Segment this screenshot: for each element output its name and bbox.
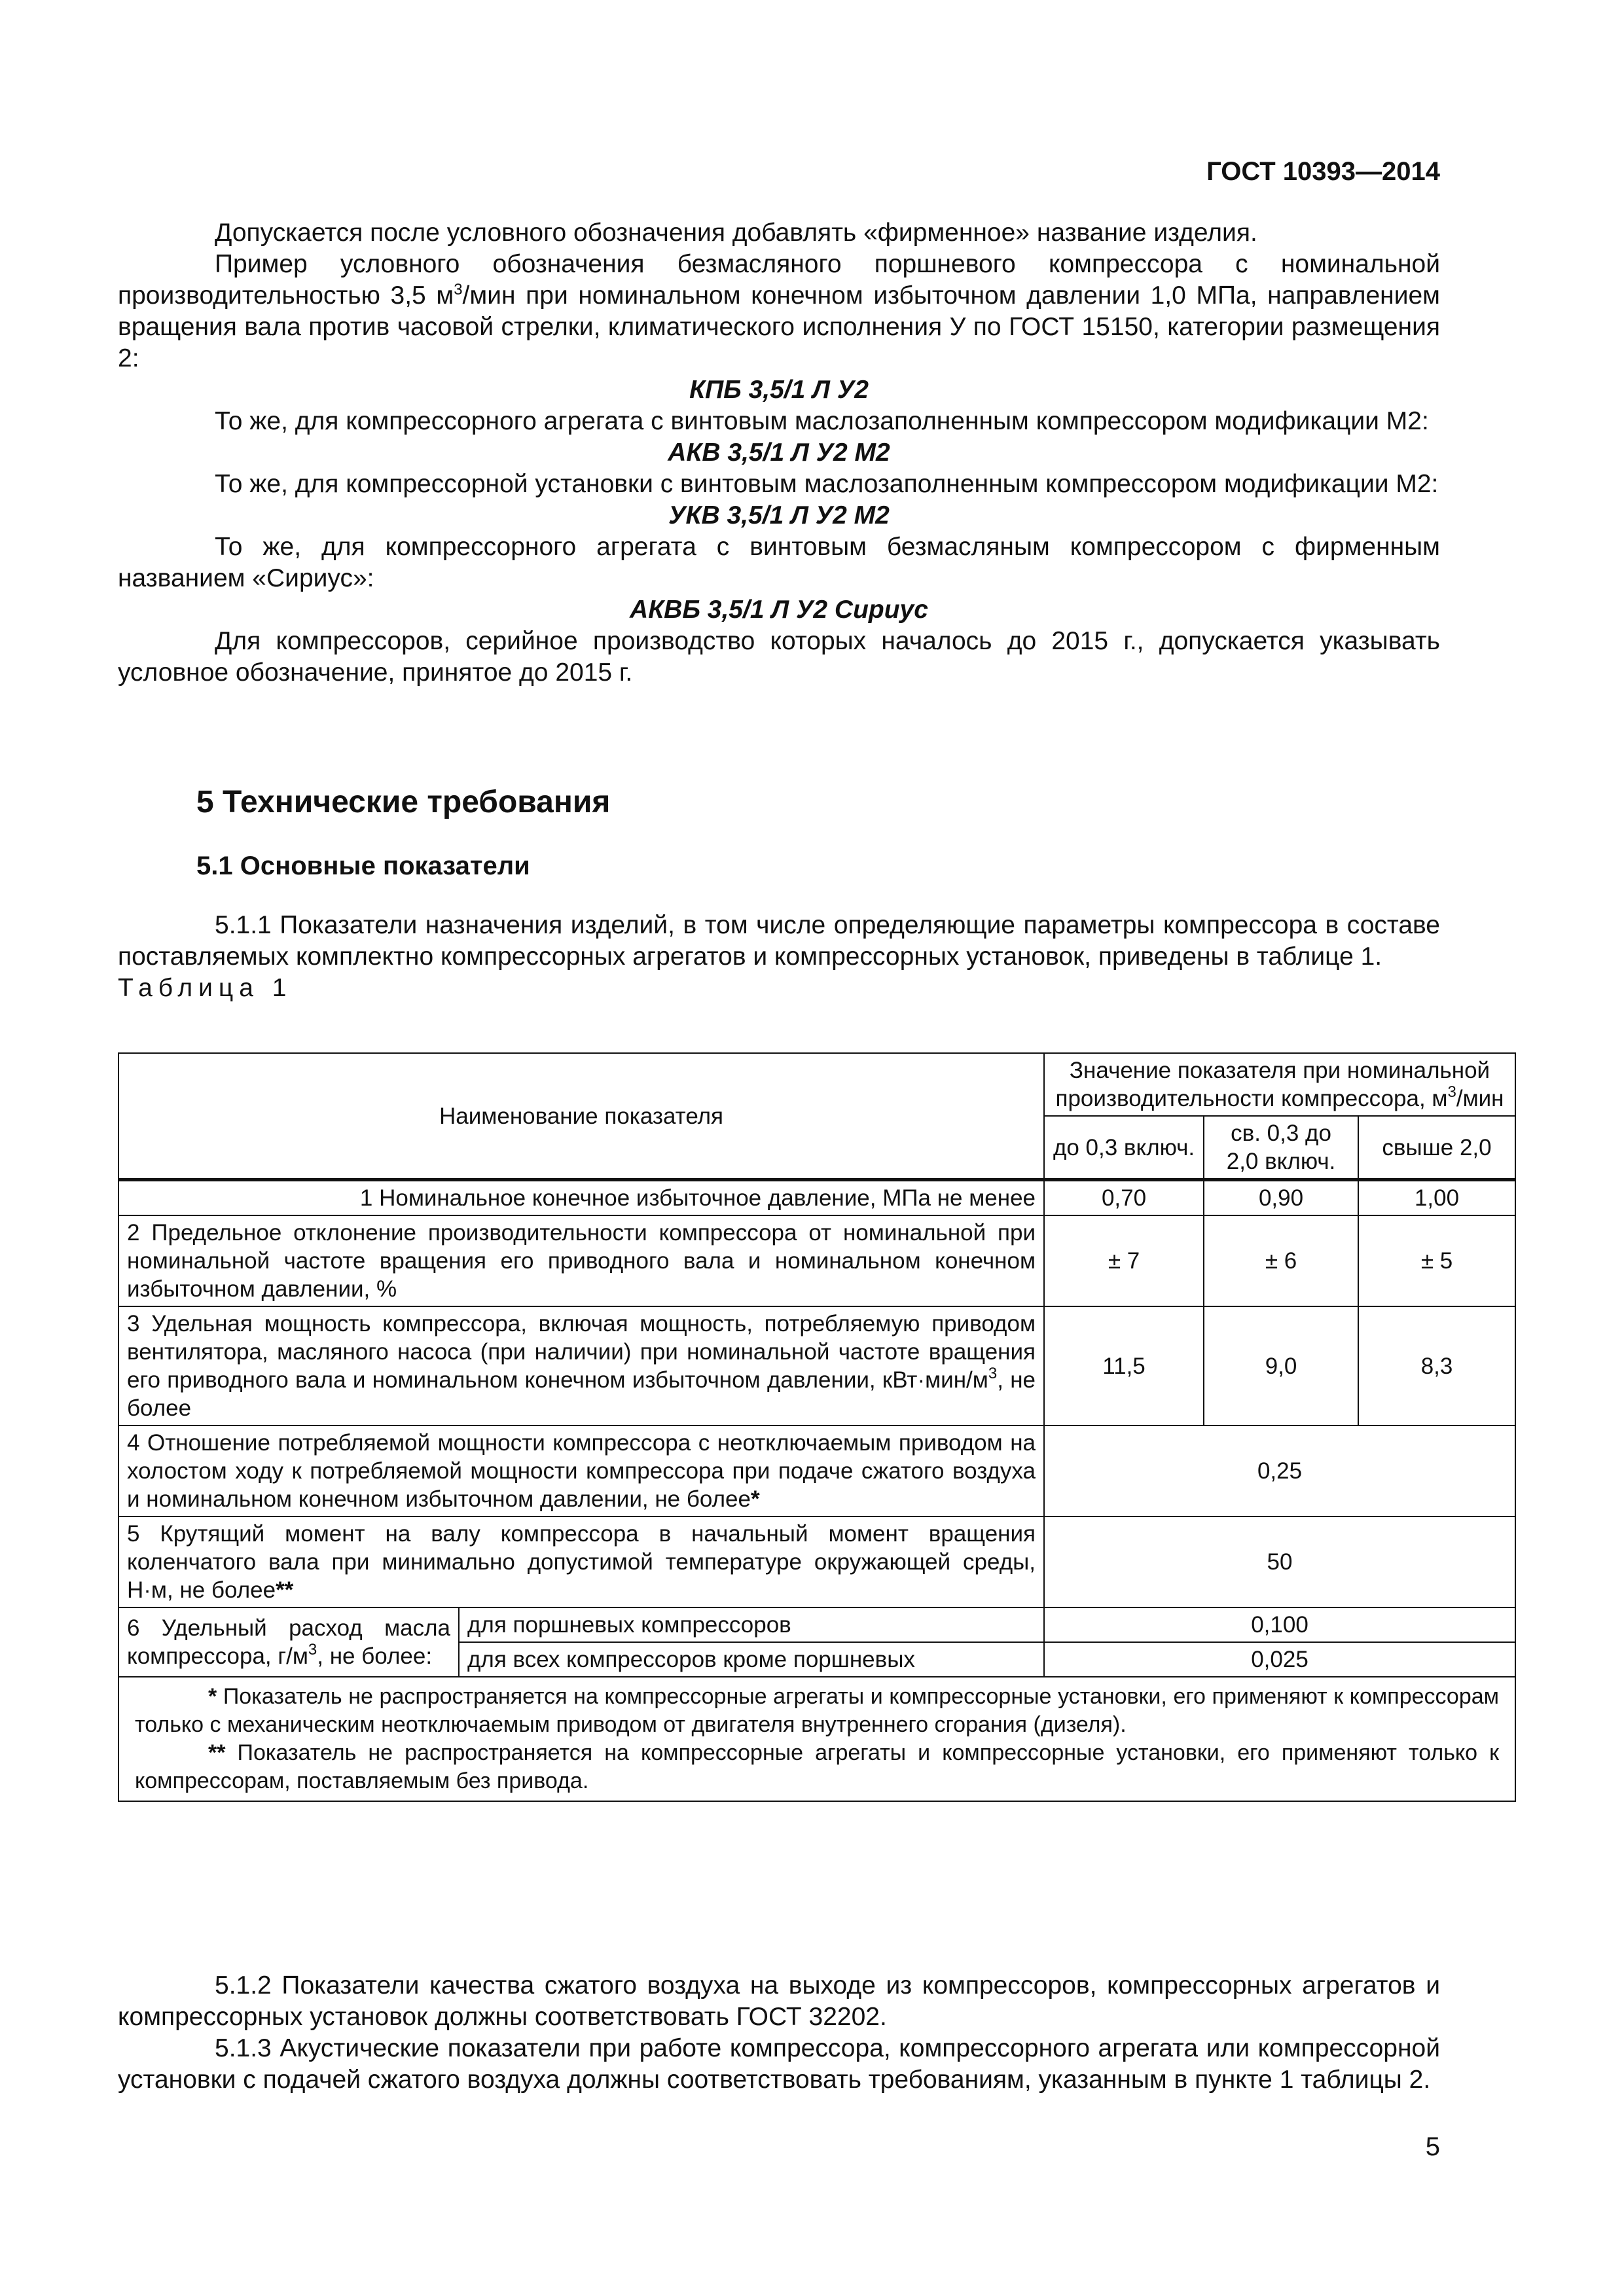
header-col-0-3-to-2-0: св. 0,3 до 2,0 включ. — [1204, 1116, 1358, 1180]
row-4-name — [118, 1426, 1044, 1516]
header-value-sup: 3 — [1447, 1083, 1456, 1101]
intro-p2-text-b: /мин при номинальном конечном избыточном давлении 1,0 МПа, направлением вращения вала против часовой стрелки, климатического исполнения У по ГОСТ 15150, категории размещения 2: — [118, 281, 1440, 372]
header-value-text-b: /мин — [1456, 1086, 1504, 1111]
row-6-name-text-a: 6 Удельный расход масла компрессора, г/м — [127, 1615, 450, 1669]
table-row — [118, 1306, 1515, 1426]
table-1 — [118, 1052, 1516, 1802]
subsection-heading-block — [118, 850, 1440, 882]
header-col-up-to-0-3: до 0,3 включ. — [1044, 1116, 1204, 1180]
table-row — [118, 1516, 1515, 1607]
closing-paragraphs — [118, 1970, 1440, 2096]
header-col-over-2-0: свыше 2,0 — [1358, 1116, 1515, 1180]
note-2-text: Показатель не распространяется на компрессорные агрегаты и компрессорные установки, его применяют только к компрессорам, поставляемым без привода. — [135, 1740, 1500, 1793]
note-2-mark: ** — [208, 1740, 226, 1765]
paragraph-5-1-2: 5.1.2 Показатели качества сжатого воздуха на выходе из компрессоров, компрессорных агрегатов и компрессорных установок должны соответствовать ГОСТ 32202. — [118, 1971, 1440, 2031]
table-row — [118, 1426, 1515, 1516]
section-heading-block — [118, 783, 1440, 822]
row-5-name — [118, 1516, 1044, 1607]
row-6-value-2: 0,025 — [1044, 1642, 1515, 1677]
row-3-name-text-b: , не более — [127, 1367, 1036, 1421]
document-page — [118, 0, 1504, 2296]
table-caption: Таблица 1 — [118, 974, 293, 1002]
table-notes — [118, 1677, 1515, 1801]
table-row — [118, 1180, 1515, 1216]
intro-p2-sup: 3 — [454, 281, 463, 298]
paragraph-5-1-1: 5.1.1 Показатели назначения изделий, в том числе определяющие параметры компрессора в составе поставляемых комплектно компрессорных агрегатов и компрессорных установок, приведены в таблице 1. — [118, 911, 1440, 971]
header-indicator-name: Наименование показателя — [118, 1053, 1044, 1180]
paragraph-511-block — [118, 910, 1440, 1004]
page-number: 5 — [1425, 2132, 1440, 2161]
table-note-2 — [135, 1739, 1499, 1795]
row-1-value-2: 0,90 — [1204, 1180, 1358, 1216]
row-6-subitem-1: для поршневых компрессоров — [459, 1607, 1044, 1642]
row-2-name: 2 Предельное отклонение производительности компрессора от номинальной при номинальной частоте вращения его приводного вала и номинальном конечном избыточном давлении, % — [118, 1215, 1044, 1306]
intro-block — [118, 217, 1440, 689]
row-3-value-3: 8,3 — [1358, 1306, 1515, 1426]
row-1-name: 1 Номинальное конечное избыточное давление, МПа не менее — [118, 1180, 1044, 1216]
row-3-name-sup: 3 — [988, 1365, 998, 1382]
row-2-value-1: ± 7 — [1044, 1215, 1204, 1306]
row-5-name-text: 5 Крутящий момент на валу компрессора в начальный момент вращения коленчатого вала при минимально допустимой температуре окружающей среды, Н·м, не более — [127, 1521, 1036, 1603]
row-2-value-3: ± 5 — [1358, 1215, 1515, 1306]
section-title: 5 Технические требования — [196, 785, 611, 819]
row-6-name-sup: 3 — [308, 1641, 317, 1659]
note-1-mark: * — [208, 1684, 217, 1709]
intro-paragraph-1: Допускается после условного обозначения добавлять «фирменное» название изделия. — [215, 219, 1257, 247]
designation-example-4: АКВБ 3,5/1 Л У2 Сириус — [630, 596, 928, 624]
designation-example-2: АКВ 3,5/1 Л У2 М2 — [668, 439, 890, 467]
intro-paragraph-3: То же, для компрессорного агрегата с винтовым маслозаполненным компрессором модификации М2: — [215, 407, 1429, 435]
row-6-subitem-2: для всех компрессоров кроме поршневых — [459, 1642, 1044, 1677]
header-value — [1044, 1053, 1515, 1116]
row-2-value-2: ± 6 — [1204, 1215, 1358, 1306]
intro-paragraph-5: То же, для компрессорного агрегата с винтовым безмасляным компрессором с фирменным названием «Сириус»: — [118, 533, 1440, 592]
table-block — [118, 1052, 1504, 1802]
intro-p2-text-a: Пример условного обозначения безмасляного поршневого компрессора с номинальной производительностью 3,5 м — [118, 250, 1440, 310]
intro-paragraph-4: То же, для компрессорной установки с винтовым маслозаполненным компрессором модификации М2: — [215, 470, 1439, 498]
row-4-name-text: 4 Отношение потребляемой мощности компрессора с неотключаемым приводом на холостом ходу к потребляемой мощности компрессора при подаче сжатого воздуха и номинальном конечном избыточном давлении, не более — [127, 1430, 1036, 1512]
header-value-text-a: Значение показателя при номинальной производительности компрессора, м — [1055, 1058, 1490, 1111]
row-4-value: 0,25 — [1044, 1426, 1515, 1516]
designation-example-1: КПБ 3,5/1 Л У2 — [689, 376, 869, 404]
table-note-1 — [135, 1683, 1499, 1739]
note-1-text: Показатель не распространяется на компрессорные агрегаты и компрессорные установки, его применяют к компрессорам только с механическим неотключаемым приводом от двигателя внутреннего сгорания (дизеля). — [135, 1684, 1500, 1737]
paragraph-5-1-3: 5.1.3 Акустические показатели при работе компрессора, компрессорного агрегата или компрессорной установки с подачей сжатого воздуха должны соответствовать требованиям, указанным в пункте 1 таблицы 2. — [118, 2034, 1440, 2094]
table-row — [118, 1215, 1515, 1306]
subsection-title: 5.1 Основные показатели — [196, 852, 530, 880]
row-6-name-text-b: , не более: — [317, 1643, 433, 1669]
standard-header: ГОСТ 10393—2014 — [1206, 157, 1440, 186]
table-notes-row — [118, 1677, 1515, 1801]
row-4-footnote-mark: * — [750, 1486, 760, 1512]
row-6-value-1: 0,100 — [1044, 1607, 1515, 1642]
row-1-value-1: 0,70 — [1044, 1180, 1204, 1216]
row-5-footnote-mark: ** — [276, 1577, 294, 1603]
row-3-name-text-a: 3 Удельная мощность компрессора, включая мощность, потребляемую приводом вентилятора, масляного насоса (при наличии) при номинальной частоте вращения его приводного вала и номинальном конечном избыточном давлении, кВт·мин/м — [127, 1311, 1036, 1393]
row-3-value-2: 9,0 — [1204, 1306, 1358, 1426]
table-row — [118, 1607, 1515, 1642]
row-5-value: 50 — [1044, 1516, 1515, 1607]
intro-paragraph-2 — [118, 249, 1440, 374]
row-3-name — [118, 1306, 1044, 1426]
row-3-value-1: 11,5 — [1044, 1306, 1204, 1426]
intro-paragraph-6: Для компрессоров, серийное производство которых началось до 2015 г., допускается указывать условное обозначение, принятое до 2015 г. — [118, 627, 1440, 687]
row-1-value-3: 1,00 — [1358, 1180, 1515, 1216]
row-6-name — [118, 1607, 459, 1677]
designation-example-3: УКВ 3,5/1 Л У2 М2 — [668, 501, 890, 529]
